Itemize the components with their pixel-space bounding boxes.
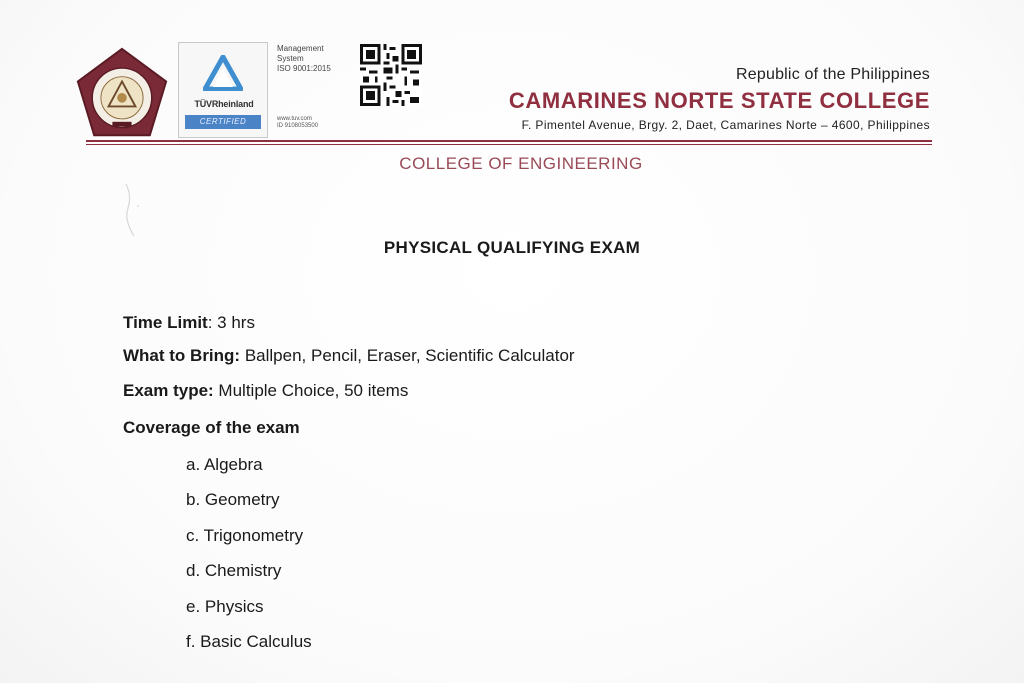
department-name: COLLEGE OF ENGINEERING <box>399 154 643 173</box>
qr-code-icon <box>360 44 422 106</box>
certified-banner: CERTIFIED <box>185 115 261 129</box>
college-name: CAMARINES NORTE STATE COLLEGE <box>508 88 930 113</box>
coverage-item: c. Trigonometry <box>186 525 304 545</box>
iso-number-line: ISO 9001:2015 <box>277 64 331 73</box>
cert-id-line: ID 9108053500 <box>277 123 319 129</box>
tuv-brand-label: TÜVRheinland <box>194 99 254 109</box>
college-address: F. Pimentel Avenue, Brgy. 2, Daet, Camarines Norte – 4600, Philippines <box>521 118 930 132</box>
time-limit-label: Time Limit <box>123 313 208 332</box>
coverage-item: a. Algebra <box>186 455 263 474</box>
certification-badge <box>178 42 268 138</box>
republic-heading: Republic of the Philippines <box>736 66 930 83</box>
what-to-bring-line <box>123 346 575 366</box>
coverage-item: e. Physics <box>186 596 264 616</box>
letterhead-divider <box>86 140 932 145</box>
what-to-bring-value: Ballpen, Pencil, Eraser, Scientific Calculator <box>240 346 575 365</box>
coverage-item: d. Chemistry <box>186 561 282 581</box>
iso-mgmt-line: Management <box>277 44 324 53</box>
time-limit-value: : 3 hrs <box>207 313 255 332</box>
exam-type-line <box>123 381 408 401</box>
iso-standard-text <box>277 44 331 74</box>
cert-web-line: www.tuv.com <box>277 116 312 122</box>
college-seal-icon <box>74 45 170 141</box>
tuv-triangle-icon <box>203 55 243 91</box>
time-limit-line <box>123 313 255 333</box>
iso-system-line: System <box>277 54 304 63</box>
exam-type-value: Multiple Choice, 50 items <box>213 381 409 400</box>
coverage-heading: Coverage of the exam <box>123 418 300 437</box>
what-to-bring-label: What to Bring: <box>123 346 241 365</box>
coverage-item: b. Geometry <box>186 490 280 510</box>
exam-type-label: Exam type: <box>123 381 214 400</box>
coverage-list <box>186 454 312 666</box>
certificate-id <box>277 116 318 130</box>
coverage-item: f. Basic Calculus <box>186 631 312 651</box>
page-title: PHYSICAL QUALIFYING EXAM <box>383 238 641 257</box>
